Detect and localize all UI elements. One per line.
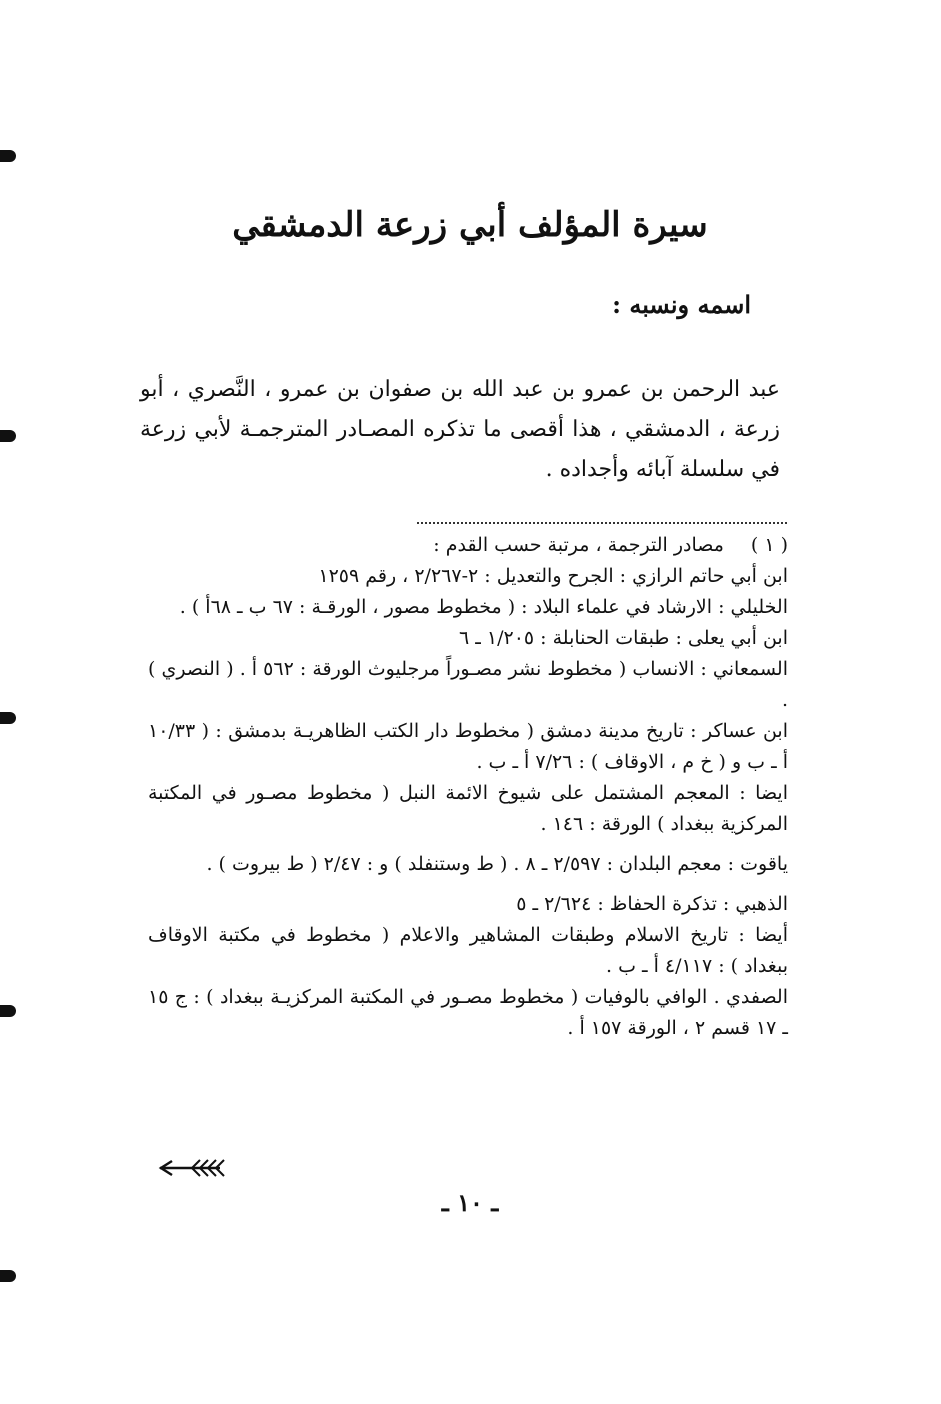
- footnote-entry: الذهبي : تذكرة الحفاظ : ٢/٦٢٤ ـ ٥: [516, 893, 788, 915]
- footnote-entry: الخليلي : الارشاد في علماء البلاد : ( مخطوط مصور ، الورقـة : ٦٧ ب ـ ٦٨أ ) .: [179, 596, 788, 618]
- section-heading: اسمه ونسبه :: [612, 290, 751, 319]
- footnote-entry: ياقوت : معجم البلدان : ٢/٥٩٧ ـ ٨ . ( ط وستنفلد ) و : ٢/٤٧ ( ط بيروت ) .: [206, 853, 788, 875]
- footnotes: [148, 530, 788, 1044]
- footnote-entry: السمعاني : الانساب ( مخطوط نشر مصـوراً مرجليوث الورقة : ٥٦٢ أ . ( النصري ) .: [148, 658, 788, 711]
- footnote-intro-text: مصادر الترجمة ، مرتبة حسب القدم :: [433, 534, 724, 556]
- page-number: ـ ١٠ ـ: [441, 1188, 499, 1217]
- footnote-separator: [417, 522, 787, 524]
- scan-edge-mark: [0, 150, 16, 162]
- body-paragraph: عبد الرحمن بن عمرو بن عبد الله بن صفوان بن عمرو ، النَّصري ، أبو زرعة ، الدمشقي ، هذا أقصى ما تذكره المصـادر المترجمـة لأبي زرعة في سلسلة آبائه وأجداده .: [140, 377, 780, 482]
- continuation-arrow-icon: [158, 1158, 228, 1178]
- footnote-entry: الصفدي . الوافي بالوفيات ( مخطوط مصـور في المكتبة المركزيـة ببغداد ) : ج ١٥ ـ ١٧ قسم ٢ ، الورقة ١٥٧ أ .: [148, 986, 788, 1039]
- scan-edge-mark: [0, 1005, 16, 1017]
- page-title: سيرة المؤلف أبي زرعة الدمشقي: [232, 205, 708, 245]
- footnote-number: ( ١ ): [750, 534, 788, 556]
- scan-edge-mark: [0, 1270, 16, 1282]
- footnote-entry: أيضا : تاريخ الاسلام وطبقات المشاهير والاعلام ( مخطوط في مكتبة الاوقاف ببغداد ) : ٤/١١٧ أ ـ ب .: [148, 924, 788, 977]
- footnote-intro: [148, 530, 788, 561]
- scan-edge-mark: [0, 712, 16, 724]
- footnote-entry: ابن أبي حاتم الرازي : الجرح والتعديل : ٢-٢/٢٦٧ ، رقم ١٢٥٩: [318, 565, 788, 587]
- footnote-entry: ابن أبي يعلى : طبقات الحنابلة : ١/٢٠٥ ـ ٦: [459, 627, 788, 649]
- body-text: [140, 370, 780, 490]
- scan-edge-mark: [0, 430, 16, 442]
- footnote-entry: ايضا : المعجم المشتمل على شيوخ الائمة النبل ( مخطوط مصـور في المكتبة المركزية ببغداد ) الورقة : ١٤٦ .: [148, 782, 788, 835]
- footnote-entry: ابن عساكر : تاريخ مدينة دمشق ( مخطوط دار الكتب الظاهريـة بدمشق : ( ١٠/٣٣ أ ـ ب و ( خ م ، الاوقاف ) : ٧/٢٦ أ ـ ب .: [148, 720, 788, 773]
